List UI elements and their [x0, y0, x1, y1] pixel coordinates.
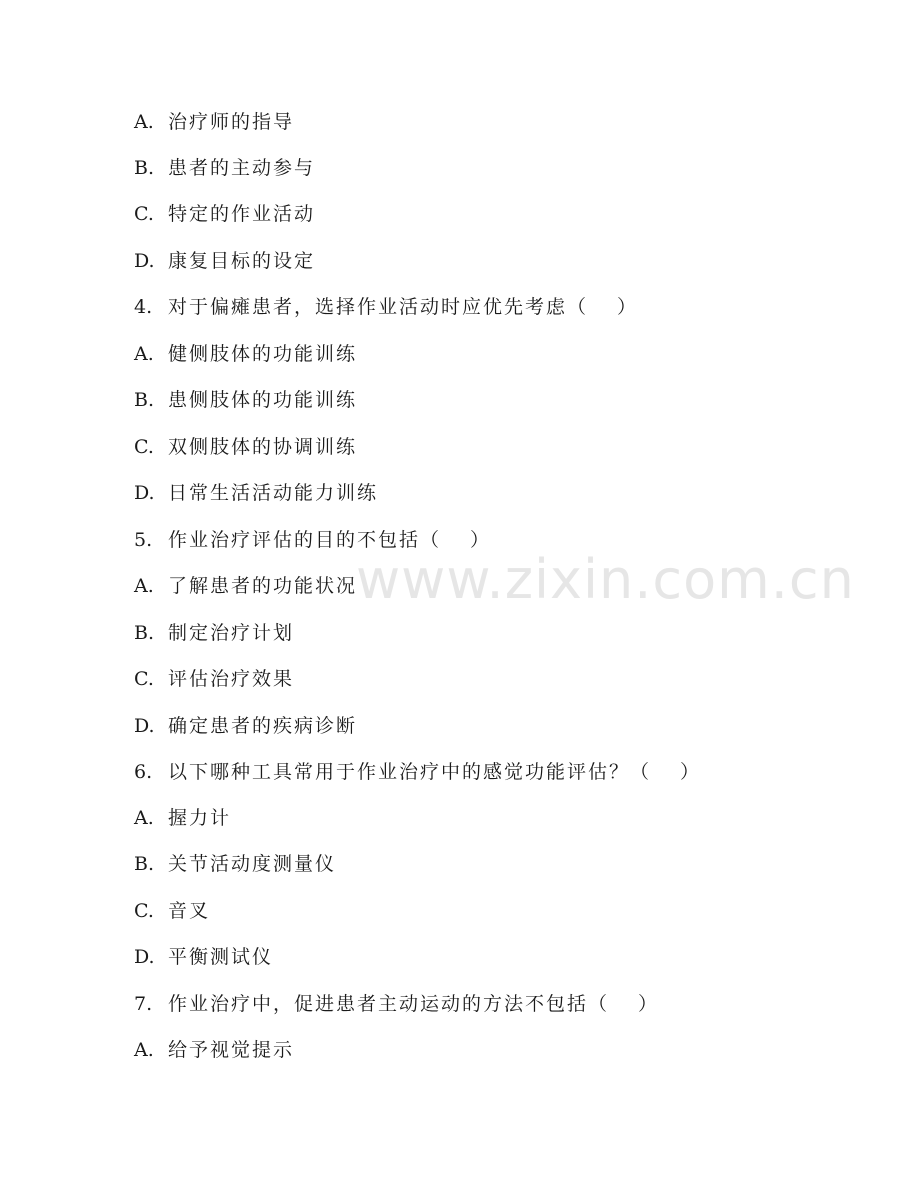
option-text: 制定治疗计划	[168, 622, 295, 644]
option-text: 患侧肢体的功能训练	[168, 389, 358, 411]
option-text: 健侧肢体的功能训练	[168, 343, 358, 365]
question-line	[134, 292, 638, 322]
option-text: 患者的主动参与	[168, 157, 316, 179]
watermark: www.zixin.com.cn	[356, 548, 855, 611]
option-label: C.	[134, 900, 154, 922]
option-line	[134, 803, 231, 833]
option-text: 日常生活活动能力训练	[168, 482, 379, 504]
option-text: 关节活动度测量仪	[168, 853, 337, 875]
option-text: 确定患者的疾病诊断	[168, 715, 358, 737]
question-line	[134, 525, 491, 555]
option-text: 给予视觉提示	[168, 1039, 295, 1061]
option-text: 平衡测试仪	[168, 946, 274, 968]
question-number: 5.	[134, 529, 153, 551]
option-line	[134, 849, 336, 879]
question-line	[134, 989, 659, 1019]
question-line	[134, 757, 701, 787]
option-line	[134, 339, 357, 369]
option-text: 握力计	[168, 807, 232, 829]
option-line	[134, 246, 315, 276]
option-label: D.	[134, 715, 155, 737]
option-line	[134, 385, 357, 415]
option-text: 康复目标的设定	[168, 250, 316, 272]
option-label: C.	[134, 436, 154, 458]
option-label: B.	[134, 389, 155, 411]
option-label: C.	[134, 203, 154, 225]
question-number: 6.	[134, 761, 153, 783]
option-label: A.	[134, 1039, 154, 1061]
option-line	[134, 107, 294, 137]
option-label: A.	[134, 807, 154, 829]
option-text: 特定的作业活动	[168, 203, 316, 225]
option-line	[134, 1035, 294, 1065]
question-text: 作业治疗中，促进患者主动运动的方法不包括（ ）	[168, 993, 660, 1015]
option-label: A.	[134, 111, 154, 133]
option-line	[134, 896, 210, 926]
question-text: 作业治疗评估的目的不包括（ ）	[168, 529, 492, 551]
option-label: C.	[134, 668, 154, 690]
option-text: 评估治疗效果	[168, 668, 295, 690]
option-line	[134, 664, 294, 694]
option-label: D.	[134, 482, 155, 504]
option-line	[134, 618, 294, 648]
question-number: 4.	[134, 296, 153, 318]
option-label: A.	[134, 343, 154, 365]
option-label: B.	[134, 157, 155, 179]
option-line	[134, 153, 315, 183]
option-label: B.	[134, 853, 155, 875]
option-line	[134, 571, 357, 601]
option-text: 音叉	[168, 900, 211, 922]
option-text: 治疗师的指导	[168, 111, 295, 133]
option-label: D.	[134, 946, 155, 968]
option-line	[134, 478, 378, 508]
option-text: 双侧肢体的协调训练	[168, 436, 358, 458]
option-line	[134, 942, 273, 972]
question-text: 以下哪种工具常用于作业治疗中的感觉功能评估？（ ）	[168, 761, 702, 783]
option-label: A.	[134, 575, 154, 597]
question-text: 对于偏瘫患者，选择作业活动时应优先考虑（ ）	[168, 296, 639, 318]
option-line	[134, 432, 357, 462]
option-line	[134, 711, 357, 741]
option-text: 了解患者的功能状况	[168, 575, 358, 597]
question-number: 7.	[134, 993, 153, 1015]
option-line	[134, 199, 315, 229]
option-label: D.	[134, 250, 155, 272]
option-label: B.	[134, 622, 155, 644]
